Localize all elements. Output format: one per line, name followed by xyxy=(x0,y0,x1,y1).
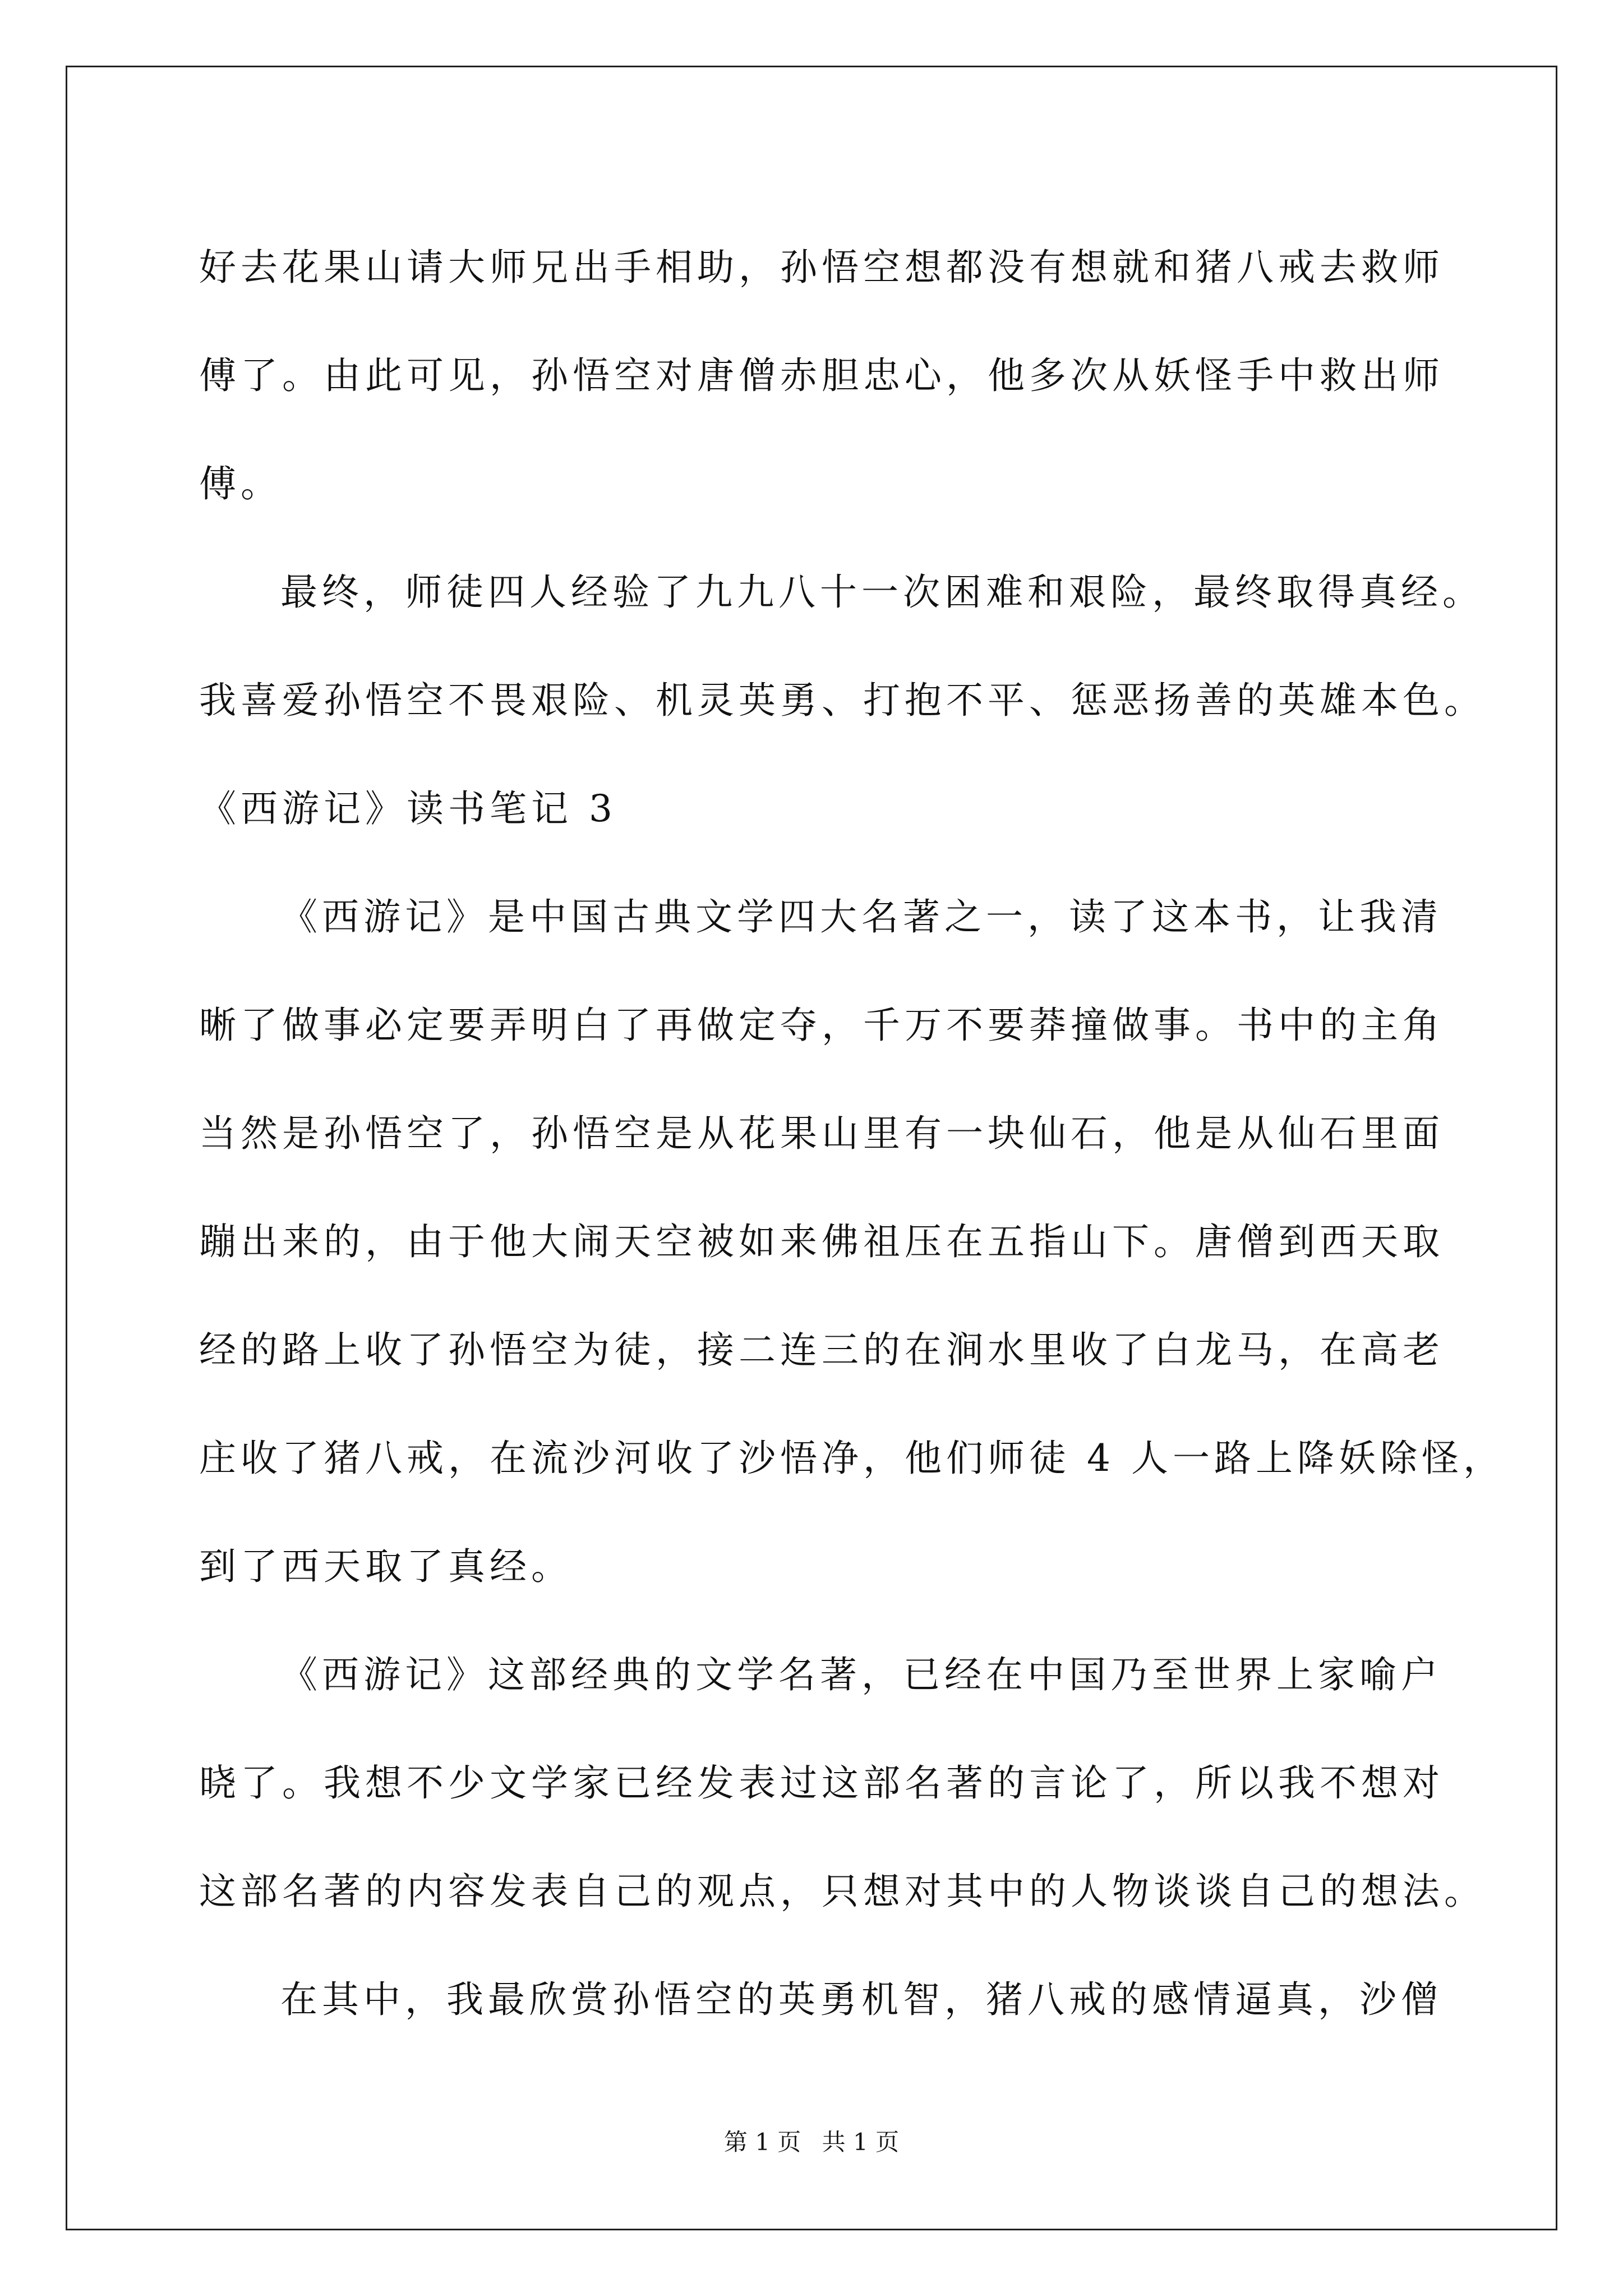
page-total: 共 1 页 xyxy=(822,2128,900,2156)
text-line: 我喜爱孙悟空不畏艰险、机灵英勇、打抱不平、惩恶扬善的英雄本色。 xyxy=(199,679,1486,722)
text-line: 这部名著的内容发表自己的观点，只想对其中的人物谈谈自己的想法。 xyxy=(199,1870,1486,1913)
text-line: 《西游记》这部经典的文学名著，已经在中国乃至世界上家喻户 xyxy=(280,1653,1442,1696)
text-line: 傅。 xyxy=(199,462,282,505)
text-line: 最终，师徒四人经验了九九八十一次困难和艰险，最终取得真经。 xyxy=(280,570,1484,614)
text-line: 蹦出来的，由于他大闹天空被如来佛祖压在五指山下。唐僧到西天取 xyxy=(199,1220,1444,1263)
text-line: 晓了。我想不少文学家已经发表过这部名著的言论了，所以我不想对 xyxy=(199,1761,1444,1805)
text-line: 《西游记》是中国古典文学四大名著之一，读了这本书，让我清 xyxy=(280,895,1442,938)
text-line: 在其中，我最欣赏孙悟空的英勇机智，猪八戒的感情逼真，沙僧 xyxy=(280,1978,1442,2021)
text-line: 好去花果山请大师兄出手相助，孙悟空想都没有想就和猪八戒去救师 xyxy=(199,246,1444,289)
document-body xyxy=(199,213,1505,2054)
text-line: 当然是孙悟空了，孙悟空是从花果山里有一块仙石，他是从仙石里面 xyxy=(199,1112,1444,1155)
page-number: 第 1 页 xyxy=(723,2128,801,2156)
text-line: 晰了做事必定要弄明白了再做定夺，千万不要莽撞做事。书中的主角 xyxy=(199,1004,1444,1047)
text-line: 庄收了猪八戒，在流沙河收了沙悟净，他们师徒 4 人一路上降妖除怪， xyxy=(199,1437,1505,1480)
text-line: 到了西天取了真经。 xyxy=(199,1545,573,1588)
section-heading: 《西游记》读书笔记 3 xyxy=(199,787,617,830)
page-footer xyxy=(0,2124,1623,2157)
text-line: 经的路上收了孙悟空为徒，接二连三的在涧水里收了白龙马，在高老 xyxy=(199,1328,1444,1372)
text-line: 傅了。由此可见，孙悟空对唐僧赤胆忠心，他多次从妖怪手中救出师 xyxy=(199,354,1444,397)
